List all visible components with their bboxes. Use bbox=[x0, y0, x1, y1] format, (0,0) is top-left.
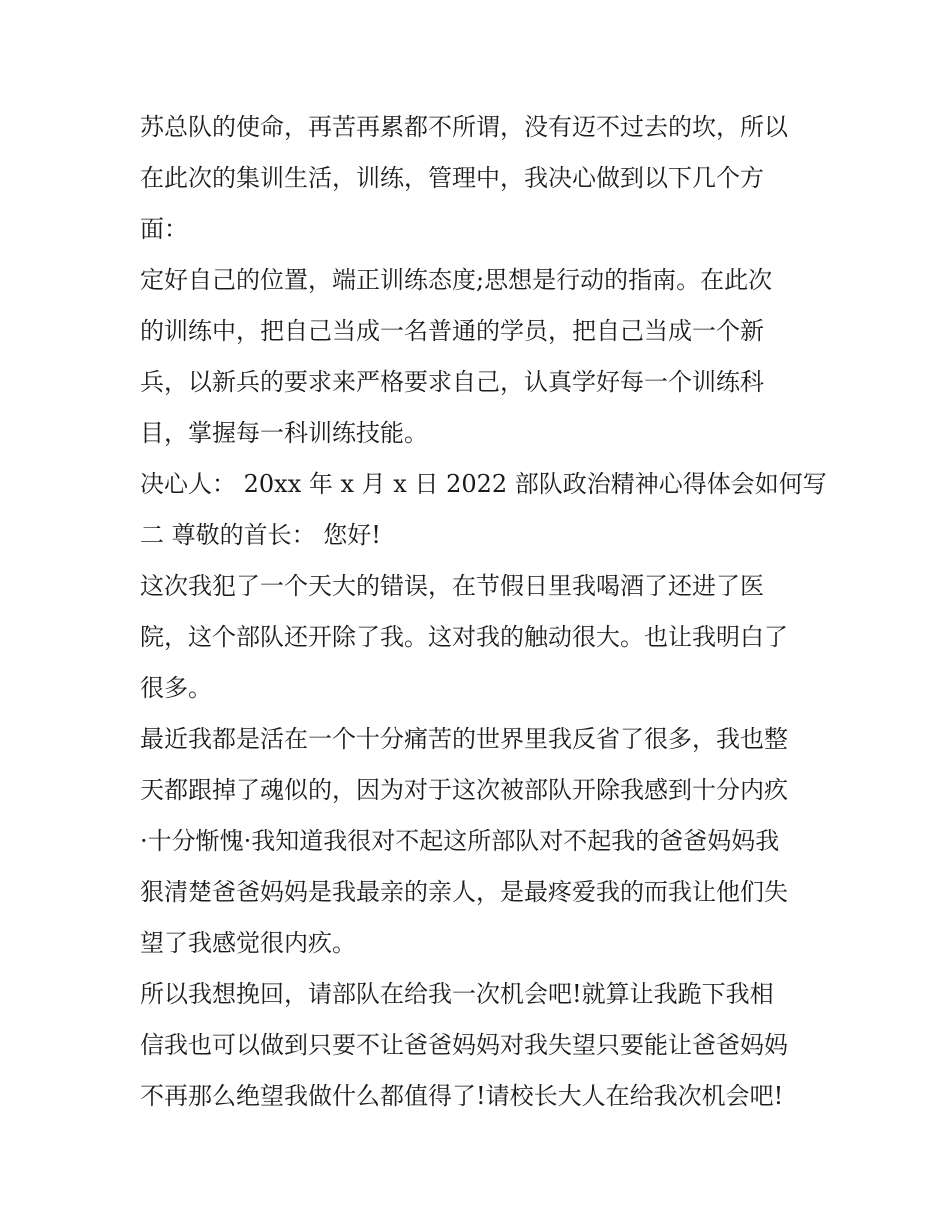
text-line: 狠清楚爸爸妈妈是我最亲的亲人，是最疼爱我的而我让他们失 bbox=[140, 878, 788, 906]
text-line: 很多。 bbox=[140, 674, 212, 702]
text-line: 苏总队的使命，再苦再累都不所谓，没有迈不过去的坎，所以 bbox=[140, 113, 788, 141]
text-line: 面： bbox=[140, 215, 188, 243]
text-line: 最近我都是活在一个十分痛苦的世界里我反省了很多，我也整 bbox=[140, 725, 788, 753]
text-line: 决心人： 20xx 年 x 月 x 日 2022 部队政治精神心得体会如何写 bbox=[140, 470, 827, 498]
text-line: 定好自己的位置，端正训练态度;思想是行动的指南。在此次 bbox=[140, 266, 773, 294]
text-line: ·十分惭愧·我知道我很对不起这所部队对不起我的爸爸妈妈我 bbox=[140, 827, 780, 855]
text-line: 信我也可以做到只要不让爸爸妈妈对我失望只要能让爸爸妈妈 bbox=[140, 1031, 788, 1059]
text-line: 所以我想挽回，请部队在给我一次机会吧!就算让我跪下我相 bbox=[140, 980, 774, 1008]
text-line: 的训练中，把自己当成一名普通的学员，把自己当成一个新 bbox=[140, 317, 764, 345]
text-line: 望了我感觉很内疚。 bbox=[140, 929, 356, 957]
text-line: 在此次的集训生活，训练，管理中，我决心做到以下几个方 bbox=[140, 164, 764, 192]
text-line: 这次我犯了一个天大的错误，在节假日里我喝酒了还进了医 bbox=[140, 572, 764, 600]
text-line: 天都跟掉了魂似的，因为对于这次被部队开除我感到十分内疚 bbox=[140, 776, 788, 804]
text-line: 兵，以新兵的要求来严格要求自己，认真学好每一个训练科 bbox=[140, 368, 764, 396]
text-line: 院，这个部队还开除了我。这对我的触动很大。也让我明白了 bbox=[140, 623, 788, 651]
document-body bbox=[140, 102, 827, 1122]
text-line: 二 尊敬的首长： 您好! bbox=[140, 521, 381, 549]
text-line: 目，掌握每一科训练技能。 bbox=[140, 419, 428, 447]
text-line: 不再那么绝望我做什么都值得了!请校长大人在给我次机会吧! bbox=[140, 1082, 784, 1110]
